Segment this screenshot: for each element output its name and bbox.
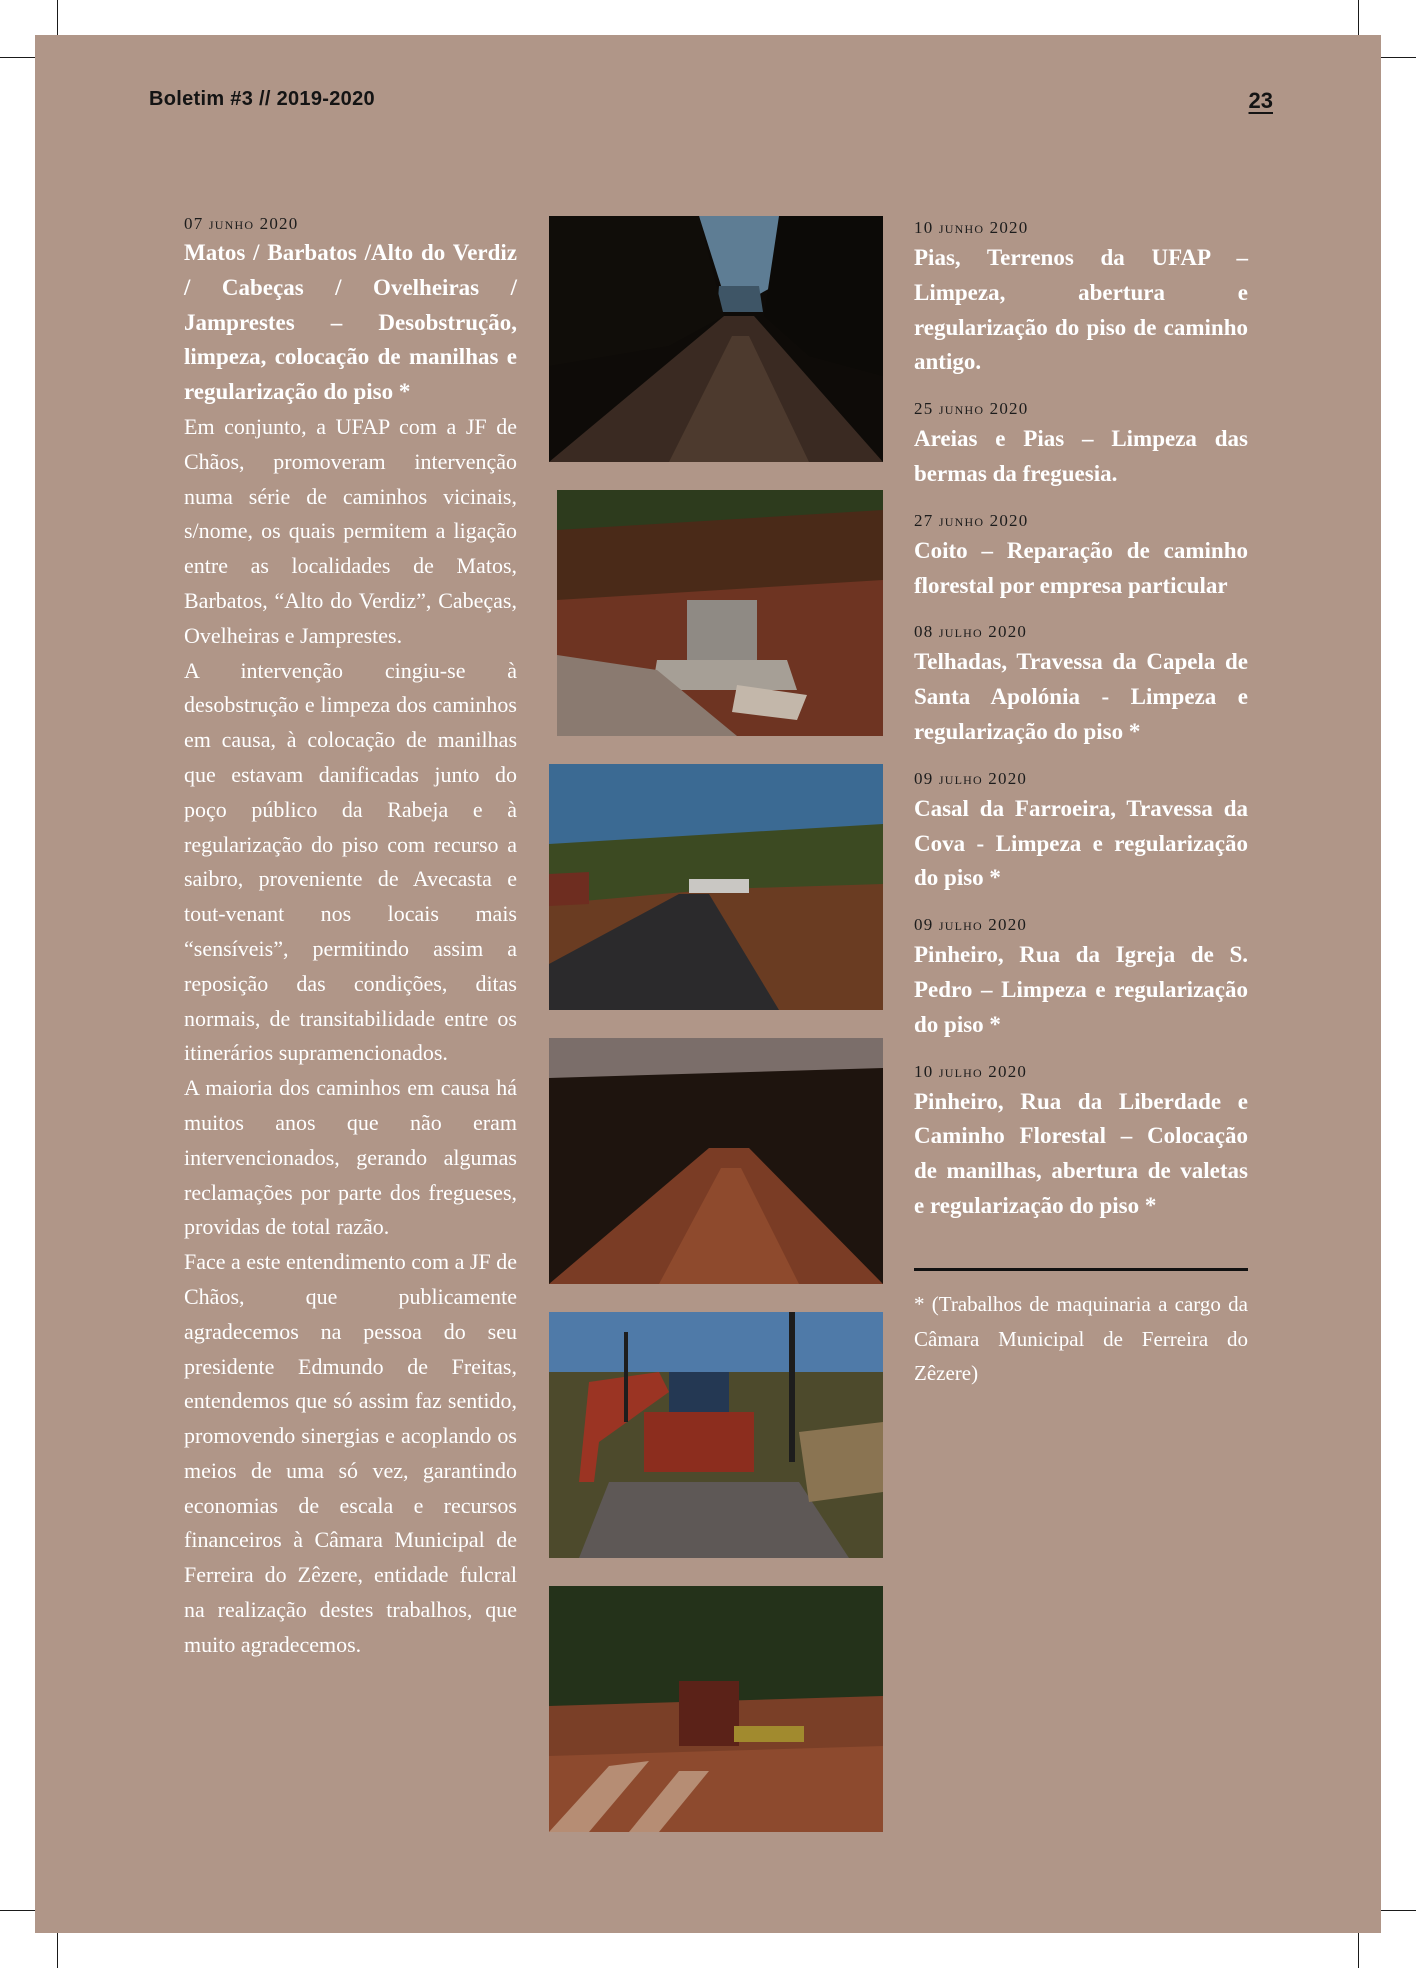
photo-forest-road [549,216,883,462]
entry [914,511,1248,604]
entry-date: 10 julho 2020 [914,1061,1028,1081]
entry-date: 08 julho 2020 [914,622,1028,642]
entry [914,218,1248,380]
header-title: Boletim #3 // 2019-2020 [149,88,375,110]
entry-title: Pinheiro, Rua da Liberdade e Caminho Florestal – Colocação de manilhas, abertura de valetas e regularização do piso * [914,1088,1248,1218]
article-paragraph: Face a este entendimento com a JF de Chãos, que publicamente agradecemos na pessoa do seu presidente Edmundo de Freitas, entendemos que só assim faz sentido, promovendo sinergias e acoplando os meios de uma só vez, garantindo economias de escala e recursos financeiros à Câmara Municipal de Ferreira do Zêzere, entidade fulcral na realização destes trabalhos, que muito agradecemos. [184,1249,517,1657]
entry-title: Pias, Terrenos da UFAP – Limpeza, abertura e regularização do piso de caminho antigo. [914,245,1248,375]
entry-title: Coito – Reparação de caminho florestal por empresa particular [914,537,1248,598]
crop-mark [0,57,35,58]
photo-fountain [557,490,883,736]
entry-title: Telhadas, Travessa da Capela de Santa Apolónia - Limpeza e regularização do piso * [914,649,1248,744]
crop-mark [57,0,58,35]
crop-mark [1358,0,1359,35]
article-paragraph: A intervenção cingiu-se à desobstrução e limpeza dos caminhos em causa, à colocação de manilhas que estavam danificadas junto do poço público da Rabeja e à regularização do piso com recurso a saibro, proveniente de Avecasta e tout-venant nos locais mais “sensíveis”, permitindo assim a reposição das condições, ditas normais, de transitabilidade entre os itinerários supramencionados. [184,657,517,1066]
entry-title: Areias e Pias – Limpeza das bermas da freguesia. [914,426,1248,486]
footnote-divider [914,1268,1248,1271]
photo-tractor-excavator [549,1312,883,1558]
right-entries [914,218,1248,1391]
entry-date: 27 junho 2020 [914,510,1029,530]
entry [914,915,1248,1042]
article-title: Matos / Barbatos /Alto do Verdiz / Cabeças / Ovelheiras / Jamprestes – Desobstrução, limpeza, colocação de manilhas e regularização do piso * [184,240,517,405]
footnote: * (Trabalhos de maquinaria a cargo da Câmara Municipal de Ferreira do Zêzere) [914,1291,1248,1386]
crop-mark [57,1933,58,1968]
photo-dirt-road [549,1038,883,1284]
article-date: 07 junho 2020 [184,214,299,233]
entry-date: 09 julho 2020 [914,915,1028,935]
entry [914,399,1248,492]
photo-tractor-mowing [549,1586,883,1832]
crop-mark [1358,1933,1359,1968]
entry-date: 09 julho 2020 [914,768,1028,788]
crop-mark [0,1910,35,1911]
article-paragraph: Em conjunto, a UFAP com a JF de Chãos, promoveram intervenção numa série de caminhos vicinais, s/nome, os quais permitem a ligação entre as localidades de Matos, Barbatos, “Alto do Verdiz”, Cabeças, Ovelheiras e Jamprestes. [184,413,517,648]
entry-date: 10 junho 2020 [914,218,1029,237]
entry [914,769,1248,896]
entry [914,622,1248,749]
crop-mark [1381,57,1416,58]
entry-title: Pinheiro, Rua da Igreja de S. Pedro – Limpeza e regularização do piso * [914,942,1248,1037]
page-number: 23 [1248,88,1273,113]
article-paragraph: A maioria dos caminhos em causa há muitos anos que não eram intervencionados, gerando algumas reclamações por parte dos fregueses, providas de total razão. [184,1075,517,1240]
photo-paved-road [549,764,883,1010]
entry [914,1062,1248,1224]
crop-mark [1381,1910,1416,1911]
left-article [184,214,517,1663]
entry-title: Casal da Farroeira, Travessa da Cova - Limpeza e regularização do piso * [914,795,1248,891]
entry-date: 25 junho 2020 [914,399,1029,419]
